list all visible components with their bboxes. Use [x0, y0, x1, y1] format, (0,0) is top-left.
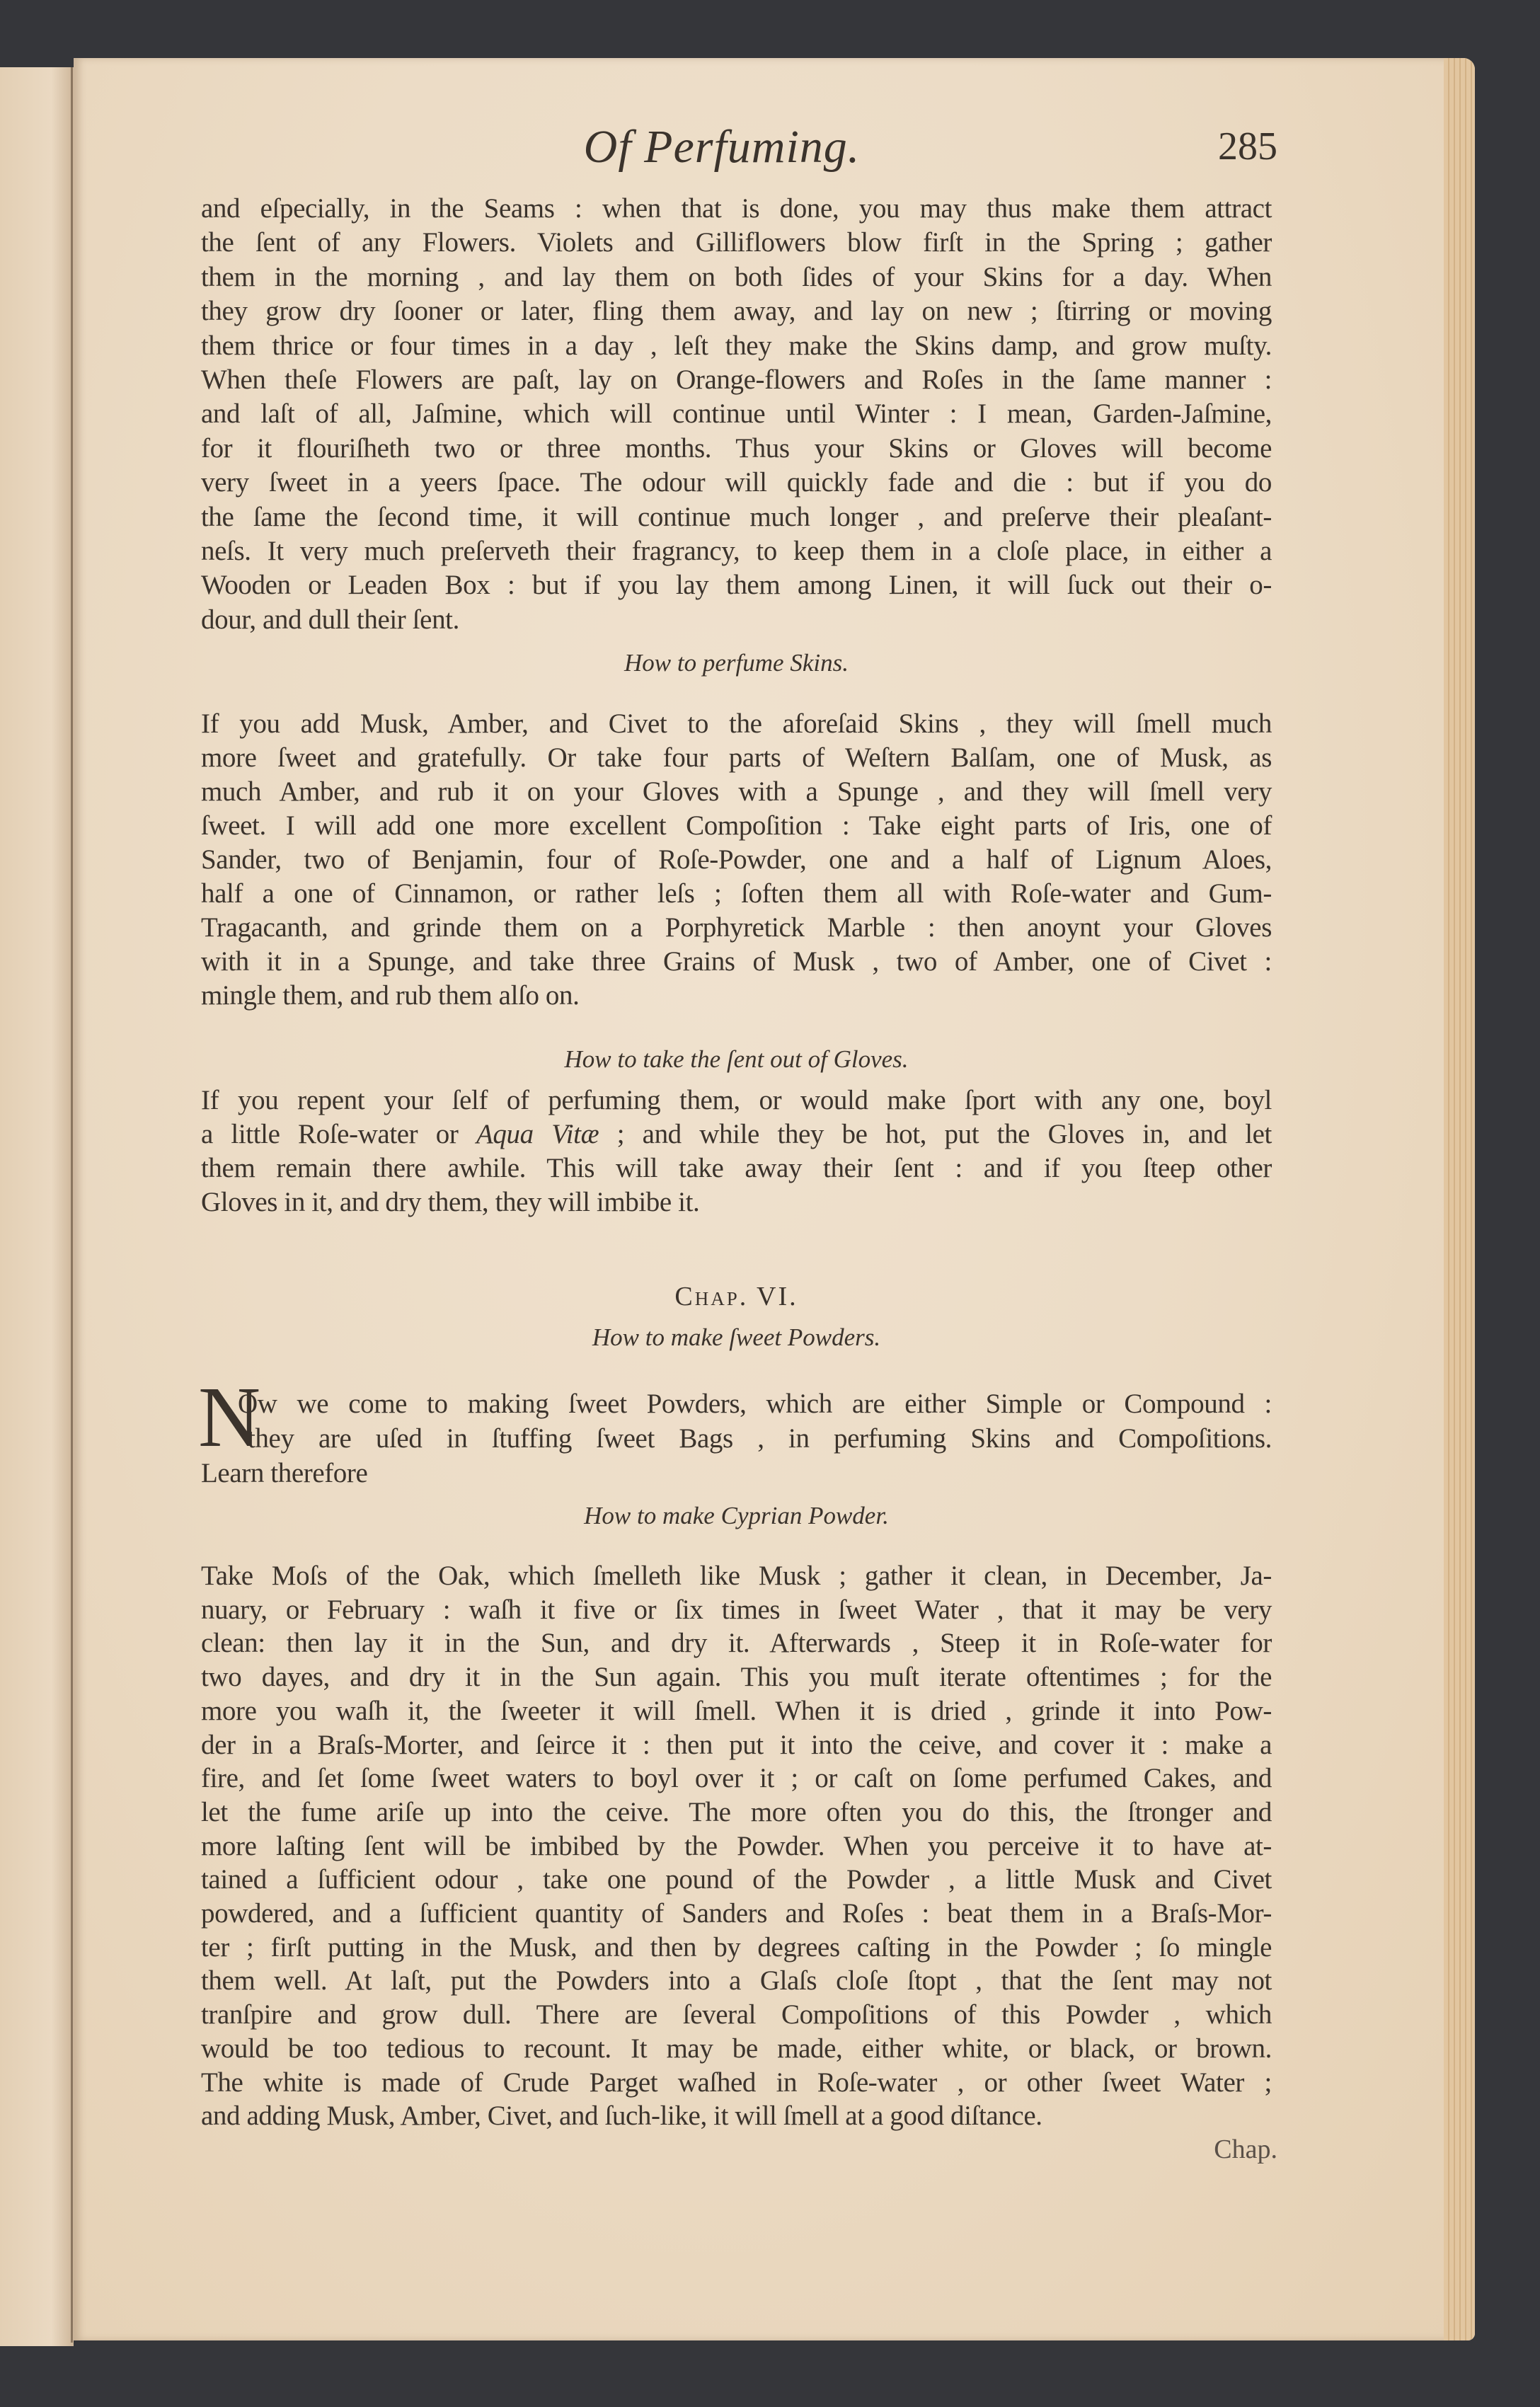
- text-line: When theſe Flowers are paſt, lay on Orange-flowers and Roſes in the ſame manner :: [201, 364, 1272, 395]
- catchword: Chap.: [1214, 2135, 1277, 2164]
- text-line: powdered, and a ſufficient quantity of Sanders and Roſes : beat them in a Braſs-Mor-: [201, 1898, 1272, 1929]
- text-line: clean: then lay it in the Sun, and dry it. Afterwards , Steep it in Roſe-water for: [201, 1628, 1272, 1659]
- text-line: more ſweet and gratefully. Or take four parts of Weſtern Balſam, one of Musk, as: [201, 742, 1272, 773]
- text-line: the ſent of any Flowers. Violets and Gilliflowers blow firſt in the Spring ; gather: [201, 227, 1272, 258]
- text-line: ſweet. I will add one more excellent Compoſition : Take eight parts of Iris, one of: [201, 810, 1272, 841]
- text-line: them well. At laſt, put the Powders into a Glaſs cloſe ſtopt , that the ſent may not: [201, 1965, 1272, 1997]
- page-number: 285: [1218, 125, 1277, 168]
- text-line: would be too tedious to recount. It may be made, either white, or black, or brown.: [201, 2033, 1272, 2064]
- chapter-subtitle: How to make ſweet Powders.: [592, 1323, 881, 1351]
- text-line: Wooden or Leaden Box : but if you lay them among Linen, it will ſuck out their o-: [201, 570, 1272, 601]
- text-line: Sander, two of Benjamin, four of Roſe-Powder, one and a half of Lignum Aloes,: [201, 844, 1272, 875]
- text-line: and eſpecially, in the Seams : when that is done, you may thus make them attract: [201, 193, 1272, 224]
- text-line: If you repent your ſelf of perfuming them, or would make ſport with any one, boyl: [201, 1085, 1272, 1115]
- section-heading-cyprian-powder: How to make Cyprian Powder.: [584, 1502, 889, 1529]
- section-heading-perfume-skins: How to perfume Skins.: [624, 649, 849, 677]
- text-line: If you add Musk, Amber, and Civet to the aforeſaid Skins , they will ſmell much: [201, 708, 1272, 739]
- text-line: more laſting ſent will be imbibed by the Powder. When you perceive it to have at-: [201, 1830, 1272, 1861]
- italic-term: Aqua Vitæ: [476, 1119, 599, 1149]
- section-heading-take-sent-out: How to take the ſent out of Gloves.: [564, 1045, 909, 1073]
- text-line: nuary, or February : waſh it five or ſix times in ſweet Water , that it may be very: [201, 1594, 1272, 1625]
- page-fore-edge: [1444, 58, 1475, 2340]
- text-line: them remain there awhile. This will take away their ſent : and if you ſteep other: [201, 1153, 1272, 1183]
- text-line: with it in a Spunge, and take three Grains of Musk , two of Amber, one of Civet :: [201, 946, 1272, 977]
- text-line: Tragacanth, and grinde them on a Porphyretick Marble : then anoynt your Gloves: [201, 912, 1272, 943]
- text-line: tained a ſufficient odour , take one pound of the Powder , a little Musk and Civet: [201, 1864, 1272, 1895]
- chapter-title: Chap. VI.: [674, 1282, 798, 1311]
- running-title: Of Perfuming.: [583, 121, 861, 173]
- text-line: Take Moſs of the Oak, which ſmelleth like Musk ; gather it clean, in December, Ja-: [201, 1561, 1272, 1591]
- text-line: and laſt of all, Jaſmine, which will continue until Winter : I mean, Garden-Jaſmine,: [201, 398, 1272, 430]
- text-line: very ſweet in a yeers ſpace. The odour will quickly fade and die : but if you do: [201, 467, 1272, 498]
- text-line: half a one of Cinnamon, or rather leſs ; ſoften them all with Roſe-water and Gum-: [201, 878, 1272, 909]
- text-line: mingle them, and rub them alſo on.: [201, 980, 580, 1011]
- text-line: much Amber, and rub it on your Gloves with a Spunge , and they will ſmell very: [201, 776, 1272, 807]
- text-line: them in the morning , and lay them on both ſides of your Skins for a day. When: [201, 261, 1272, 292]
- drop-cap: N: [198, 1369, 261, 1465]
- text-line: the ſame the ſecond time, it will continue much longer , and preſerve their pleaſant-: [201, 501, 1272, 532]
- text-line: The white is made of Crude Parget waſhed in Roſe-water , or other ſweet Water ;: [201, 2067, 1272, 2098]
- text-line: they grow dry ſooner or later, fling them away, and lay on new ; ſtirring or moving: [201, 296, 1272, 327]
- text-line: let the fume ariſe up into the ceive. The more often you do this, the ſtronger and: [201, 1796, 1272, 1827]
- text-line: ter ; firſt putting in the Musk, and then by degrees caſting in the Powder ; ſo mingle: [201, 1931, 1272, 1963]
- text-line: them thrice or four times in a day , leſt they make the Skins damp, and grow muſty.: [201, 330, 1272, 361]
- text-line: neſs. It very much preſerveth their fragrancy, to keep them in a cloſe place, in either a: [201, 536, 1272, 566]
- text-line: [201, 1118, 1272, 1151]
- text-line: Learn therefore: [201, 1458, 368, 1488]
- text-segment: ; and while they be hot, put the Gloves in, and let: [599, 1119, 1272, 1149]
- text-line: they are uſed in ſtuffing ſweet Bags , in perfuming Skins and Compoſitions.: [248, 1423, 1272, 1454]
- text-line: dour, and dull their ſent.: [201, 604, 459, 635]
- text-line: and adding Musk, Amber, Civet, and ſuch-like, it will ſmell at a good diſtance.: [201, 2101, 1042, 2132]
- text-line: more you waſh it, the ſweeter it will ſmell. When it is dried , grinde it into Pow-: [201, 1695, 1272, 1726]
- text-line: two dayes, and dry it in the Sun again. This you muſt iterate oftentimes ; for the: [201, 1662, 1272, 1693]
- text-line: Ow we come to making ſweet Powders, which are either Simple or Compound :: [238, 1389, 1272, 1419]
- text-line: for it flouriſheth two or three months. Thus your Skins or Gloves will become: [201, 432, 1272, 464]
- book-gutter: [71, 67, 73, 2343]
- text-line: Gloves in it, and dry them, they will imbibe it.: [201, 1187, 700, 1217]
- text-line: der in a Braſs-Morter, and ſeirce it : then put it into the ceive, and cover it : make a: [201, 1729, 1272, 1760]
- facing-page-edge: [0, 67, 74, 2346]
- text-line: fire, and ſet ſome ſweet waters to boyl over it ; or caſt on ſome perfumed Cakes, and: [201, 1763, 1272, 1794]
- text-line: tranſpire and grow dull. There are ſeveral Compoſitions of this Powder , which: [201, 1999, 1272, 2030]
- text-segment: a little Roſe-water or: [201, 1119, 476, 1149]
